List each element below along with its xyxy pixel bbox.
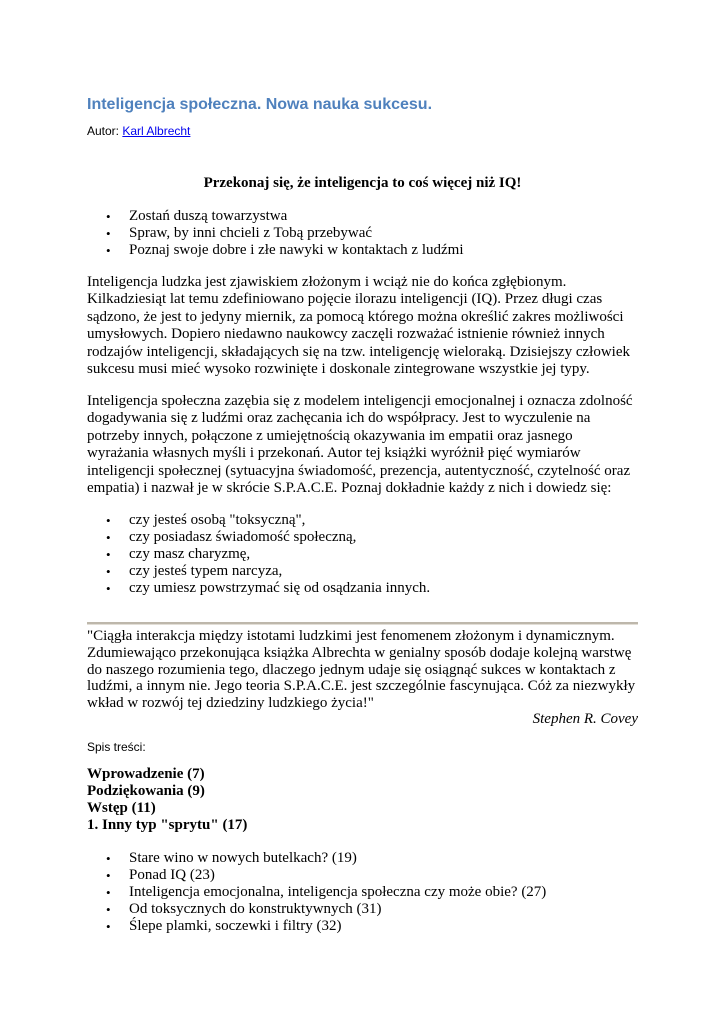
list-item-text: Inteligencja emocjonalna, inteligencja społeczna czy może obie? (27) xyxy=(129,884,547,900)
testimonial-quote: "Ciągła interakcja między istotami ludzkimi jest fenomenem złożonym i dynamicznym. Zdumiewająco przekonująca książka Albrechta w genialny sposób dodaje kolejną warstwę do naszego rozumienia tego, dlaczego jednym udaje się osiągnąć sukces w kontaktach z ludźmi, a innym nie. Jego teoria S.P.A.C.E. jest szczególnie fascynująca. Cóż za niezwykły wkład w rozwój tej dziedziny ludzkiego życia!" xyxy=(87,628,636,712)
bullet-icon: • xyxy=(106,902,111,917)
list-item xyxy=(87,208,638,225)
list-item xyxy=(87,901,638,918)
bullet-icon: • xyxy=(106,209,111,224)
toc-item: Wstęp (11) xyxy=(87,800,156,816)
table-of-contents xyxy=(87,766,638,834)
list-item-text: czy posiadasz świadomość społeczną, xyxy=(129,529,357,545)
list-item xyxy=(87,242,638,259)
list-item xyxy=(87,529,638,546)
bullet-icon: • xyxy=(106,868,111,883)
bullet-icon: • xyxy=(106,581,111,596)
toc-item: Podziękowania (9) xyxy=(87,783,205,799)
list-item-text: czy umiesz powstrzymać się od osądzania innych. xyxy=(129,580,431,596)
bullet-icon: • xyxy=(106,919,111,934)
list-item-text: czy jesteś typem narcyza, xyxy=(129,563,283,579)
list-item xyxy=(87,867,638,884)
list-item-text: Stare wino w nowych butelkach? (19) xyxy=(129,850,357,866)
author-link[interactable]: Karl Albrecht xyxy=(122,124,191,138)
bullet-icon: • xyxy=(106,564,111,579)
list-item xyxy=(87,546,638,563)
quote-author: Stephen R. Covey xyxy=(532,711,638,727)
bullet-icon: • xyxy=(106,547,111,562)
list-item-text: Od toksycznych do konstruktywnych (31) xyxy=(129,901,382,917)
list-item-text: czy jesteś osobą "toksyczną", xyxy=(129,512,306,528)
author-label: Autor: xyxy=(87,124,120,138)
promo-heading: Przekonaj się, że inteligencja to coś więcej niż IQ! xyxy=(203,175,522,191)
bullet-list-1 xyxy=(87,208,638,259)
author-line xyxy=(87,124,190,138)
list-item-text: Ponad IQ (23) xyxy=(129,867,215,883)
list-item xyxy=(87,563,638,580)
horizontal-divider xyxy=(87,622,638,625)
list-item xyxy=(87,225,638,242)
list-item-text: Zostań duszą towarzystwa xyxy=(129,208,288,224)
bullet-list-3 xyxy=(87,850,638,935)
toc-item: Wprowadzenie (7) xyxy=(87,766,205,782)
bullet-icon: • xyxy=(106,530,111,545)
toc-label: Spis treści: xyxy=(87,740,146,754)
list-item-text: Ślepe plamki, soczewki i filtry (32) xyxy=(129,918,342,934)
paragraph-social-intelligence: Inteligencja społeczna zazębia się z modelem inteligencji emocjonalnej i oznacza zdolność dogadywania się z ludźmi oraz zachęcania ich do współpracy. Jest to wyczulenie na potrzeby innych, połączone z umiejętnością okazywania im empatii oraz jasnego wyrażania własnych myśli i przekonań. Autor tej książki wyróżnił pięć wymiarów inteligencji społecznej (sytuacyjna świadomość, prezencja, autentyczność, czytelność oraz empatia) i nazwał je w skrócie S.P.A.C.E. Poznaj dokładnie każdy z nich i dowiedz się: xyxy=(87,393,633,497)
bullet-icon: • xyxy=(106,851,111,866)
toc-item: 1. Inny typ "sprytu" (17) xyxy=(87,817,248,833)
paragraph-intro: Inteligencja ludzka jest zjawiskiem złożonym i wciąż nie do końca zgłębionym. Kilkadziesiąt lat temu zdefiniowano pojęcie ilorazu inteligencji (IQ). Przez długi czas sądzono, że jest to jedyny miernik, za pomocą którego można określić zakres możliwości umysłowych. Dopiero niedawno naukowcy zaczęli rozważać istnienie również innych rodzajów inteligencji, składających się na tzw. inteligencję wieloraką. Dzisiejszy człowiek sukcesu musi mieć wysoko rozwinięte i doskonale zintegrowane wszystkie jej typy. xyxy=(87,274,630,378)
list-item xyxy=(87,580,638,597)
document-title: Inteligencja społeczna. Nowa nauka sukcesu. xyxy=(87,96,433,113)
list-item xyxy=(87,850,638,867)
bullet-list-2 xyxy=(87,512,638,597)
list-item-text: Poznaj swoje dobre i złe nawyki w kontaktach z ludźmi xyxy=(129,242,464,258)
list-item-text: Spraw, by inni chcieli z Tobą przebywać xyxy=(129,225,373,241)
list-item-text: czy masz charyzmę, xyxy=(129,546,251,562)
bullet-icon: • xyxy=(106,243,111,258)
list-item xyxy=(87,512,638,529)
bullet-icon: • xyxy=(106,885,111,900)
list-item xyxy=(87,918,638,935)
bullet-icon: • xyxy=(106,513,111,528)
bullet-icon: • xyxy=(106,226,111,241)
list-item xyxy=(87,884,638,901)
